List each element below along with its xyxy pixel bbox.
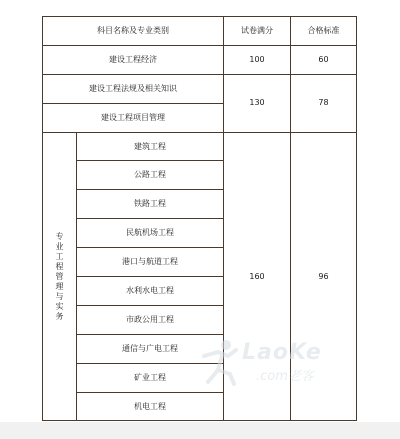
practice-vertical-title: [43, 132, 77, 421]
header-pass-score: 合格标准: [291, 17, 357, 46]
subject-name: 建设工程法规及相关知识: [43, 74, 224, 103]
title-char: 理: [55, 281, 64, 291]
specialty-name: 矿业工程: [77, 363, 224, 392]
specialty-name: 港口与航道工程: [77, 248, 224, 277]
table-row: [43, 132, 357, 161]
title-char: 实: [55, 301, 64, 311]
specialty-name: 铁路工程: [77, 190, 224, 219]
pass-score-cell: 96: [291, 132, 357, 421]
full-score-cell: 160: [224, 132, 291, 421]
table-row: [43, 45, 357, 74]
title-char: 与: [55, 291, 64, 301]
specialty-name: 公路工程: [77, 161, 224, 190]
pass-score-cell: 78: [291, 74, 357, 132]
page-bottom-strip: [0, 422, 400, 439]
title-char: 专: [55, 231, 64, 241]
specialty-name: 市政公用工程: [77, 305, 224, 334]
subject-name: 建设工程项目管理: [43, 103, 224, 132]
specialty-name: 通信与广电工程: [77, 334, 224, 363]
header-category: 科目名称及专业类别: [43, 17, 224, 46]
title-char: 业: [55, 241, 64, 251]
table-header-row: [43, 17, 357, 46]
pass-score-cell: 60: [291, 45, 357, 74]
watermark-brand: LaoKe: [242, 340, 322, 365]
header-full-score: 试卷满分: [224, 17, 291, 46]
table-row: [43, 74, 357, 103]
specialty-name: 水利水电工程: [77, 277, 224, 306]
watermark-sub: .com老客: [256, 369, 314, 384]
specialty-name: 民航机场工程: [77, 219, 224, 248]
subject-name: 建设工程经济: [43, 45, 224, 74]
full-score-cell: 130: [224, 74, 291, 132]
specialty-name: 机电工程: [77, 392, 224, 421]
specialty-name: 建筑工程: [77, 132, 224, 161]
title-char: 程: [55, 261, 64, 271]
title-char: 工: [55, 251, 64, 261]
full-score-cell: 100: [224, 45, 291, 74]
title-char: 务: [55, 311, 64, 321]
title-char: 管: [55, 271, 64, 281]
exam-score-table: [42, 16, 357, 421]
